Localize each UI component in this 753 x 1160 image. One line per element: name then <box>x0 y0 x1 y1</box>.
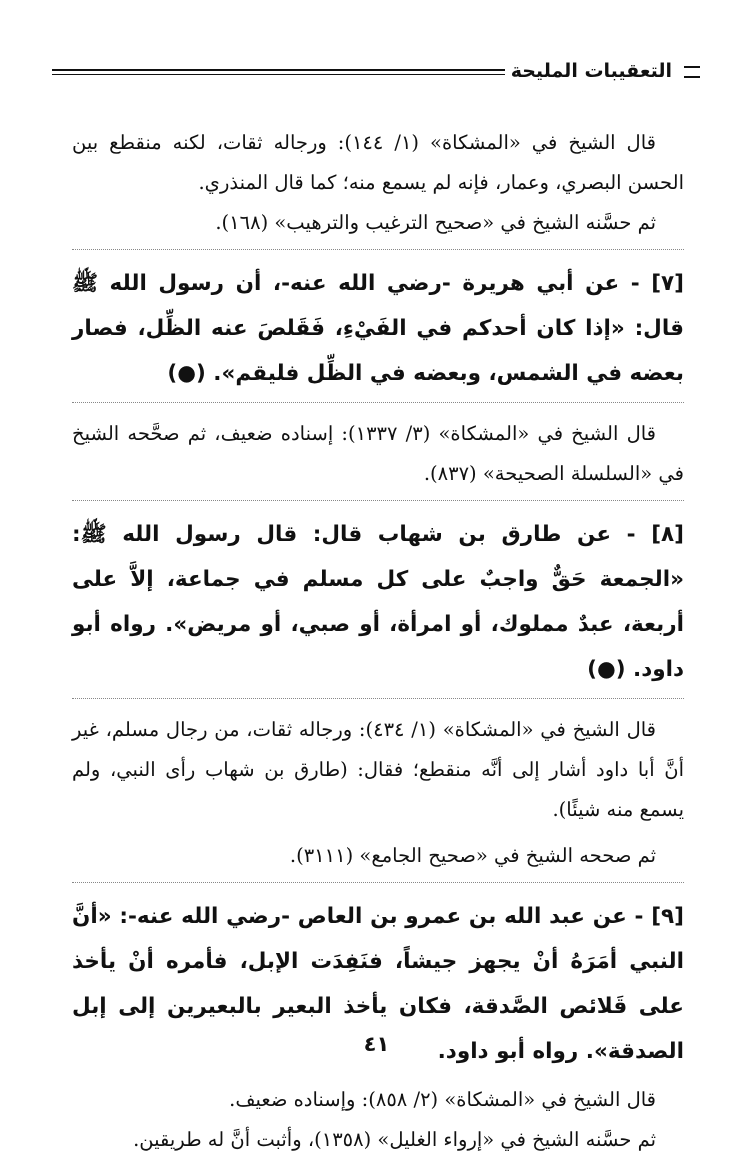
paragraph-commentary-7: ثم حسَّنه الشيخ في «إرواء الغليل» (١٣٥٨)، وأثبت أنَّ له طريقين. <box>133 1128 656 1151</box>
section-divider <box>72 402 684 404</box>
paragraph-commentary-2: ثم حسَّنه الشيخ في «صحيح الترغيب والترهيب» (١٦٨). <box>215 211 656 234</box>
section-divider <box>72 249 684 251</box>
section-divider <box>72 500 684 502</box>
header-title: التعقيبات المليحة <box>505 58 678 84</box>
section-divider <box>72 882 684 884</box>
paragraph-commentary-4: قال الشيخ في «المشكاة» (١/ ٤٣٤): ورجاله ثقات، من رجال مسلم، غير أنَّ أبا داود أشار إلى أنَّه منقطع؛ فقال: (طارق بن شهاب رأى النبي، ولم يسمع منه شيئًا). <box>72 718 684 821</box>
hadith-9: [٩] - عن عبد الله بن عمرو بن العاص -رضي الله عنه-: «أنَّ النبي أمَرَهُ أنْ يجهز جيشاً، فنَفِدَت الإبل، فأمره أنْ يأخذ على قَلائص الصَّدقة، فكان يأخذ البعير بالبعيرين إلى إبل الصدقة». رواه أبو داود. <box>72 904 684 1064</box>
header-rule-thin <box>52 74 512 75</box>
hadith-8: [٨] - عن طارق بن شهاب قال: قال رسول الله ﷺ: «الجمعة حَقٌّ واجبٌ على كل مسلم في جماعة، إلاَّ على أربعة، عبدٌ مملوك، أو امرأة، أو صبي، أو مريض». رواه أبو داود. (●) <box>72 522 684 682</box>
running-header <box>52 58 702 88</box>
paragraph-commentary-6: قال الشيخ في «المشكاة» (٢/ ٨٥٨): وإسناده ضعيف. <box>229 1088 656 1111</box>
paragraph-commentary-5: ثم صححه الشيخ في «صحيح الجامع» (٣١١١). <box>289 844 656 867</box>
header-rule <box>52 69 512 71</box>
section-divider <box>72 698 684 700</box>
hadith-7: [٧] - عن أبي هريرة -رضي الله عنه-، أن رسول الله ﷺ قال: «إذا كان أحدكم في الفَيْءِ، فَقَلصَ عنه الظِّل، فصار بعضه في الشمس، وبعضه في الظِّل فليقم». (●) <box>72 271 684 386</box>
paragraph-commentary-3: قال الشيخ في «المشكاة» (٣/ ١٣٣٧): إسناده ضعيف، ثم صحَّحه الشيخ في «السلسلة الصحيحة» (٨٣٧). <box>72 422 684 485</box>
page-body <box>72 123 684 1160</box>
paragraph-commentary-1: قال الشيخ في «المشكاة» (١/ ١٤٤): ورجاله ثقات، لكنه منقطع بين الحسن البصري، وعمار، فإنه لم يسمع منه؛ كما قال المنذري. <box>72 131 684 194</box>
page-number: ٤١ <box>363 1032 390 1056</box>
header-double-rule-mark <box>684 66 700 78</box>
